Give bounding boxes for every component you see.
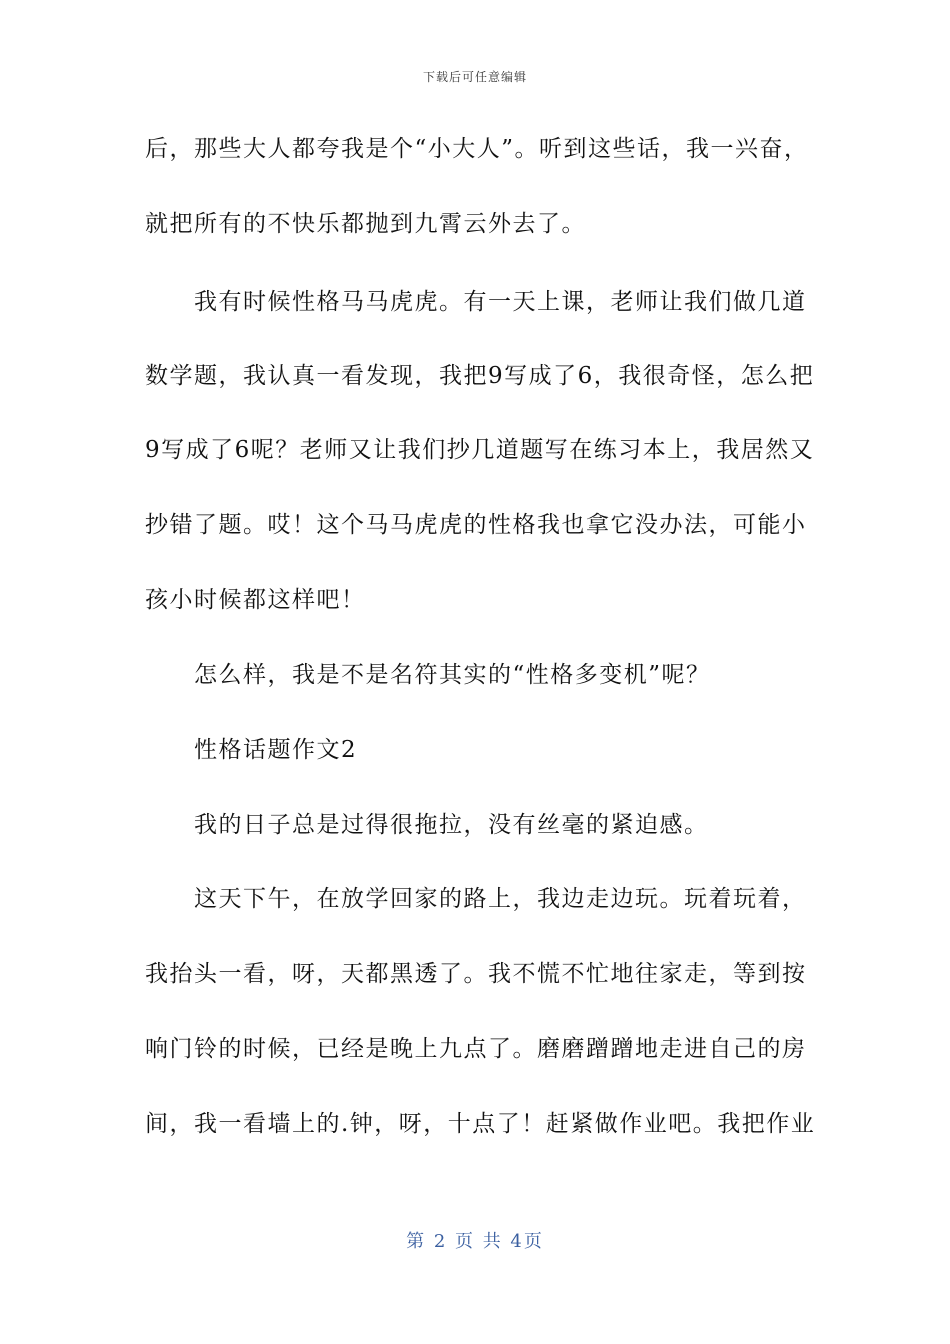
- text-line: 我的日子总是过得很拖拉，没有丝毫的紧迫感。: [145, 812, 709, 838]
- section-heading: 性格话题作文2: [145, 737, 358, 763]
- page-number: 第 2 页 共 4页: [406, 1231, 544, 1252]
- text-line: 怎么样，我是不是名符其实的“性格多变机”呢？: [145, 662, 711, 688]
- text-line: 就把所有的不快乐都抛到九霄云外去了。: [145, 211, 586, 237]
- text-line: 9写成了6呢？老师又让我们抄几道题写在练习本上，我居然又: [145, 437, 815, 463]
- text-line: 我抬头一看，呀，天都黑透了。我不慌不忙地往家走，等到按: [145, 961, 807, 987]
- text-line: 数学题，我认真一看发现，我把9写成了6，我很奇怪，怎么把: [145, 363, 815, 389]
- header-note: 下载后可任意编辑: [422, 70, 527, 84]
- text-line: 抄错了题。哎！这个马马虎虎的性格我也拿它没办法，可能小: [145, 512, 807, 538]
- text-line: 孩小时候都这样吧！: [145, 587, 366, 613]
- text-line: 后，那些大人都夸我是个“小大人”。听到这些话，我一兴奋，: [145, 136, 809, 162]
- text-line: 间，我一看墙上的.钟，呀，十点了！赶紧做作业吧。我把作业: [145, 1111, 816, 1137]
- text-line: 响门铃的时候，已经是晚上九点了。磨磨蹭蹭地走进自己的房: [145, 1036, 807, 1062]
- text-line: 这天下午，在放学回家的路上，我边走边玩。玩着玩着，: [145, 886, 807, 912]
- text-line: 我有时候性格马马虎虎。有一天上课，老师让我们做几道: [145, 289, 807, 315]
